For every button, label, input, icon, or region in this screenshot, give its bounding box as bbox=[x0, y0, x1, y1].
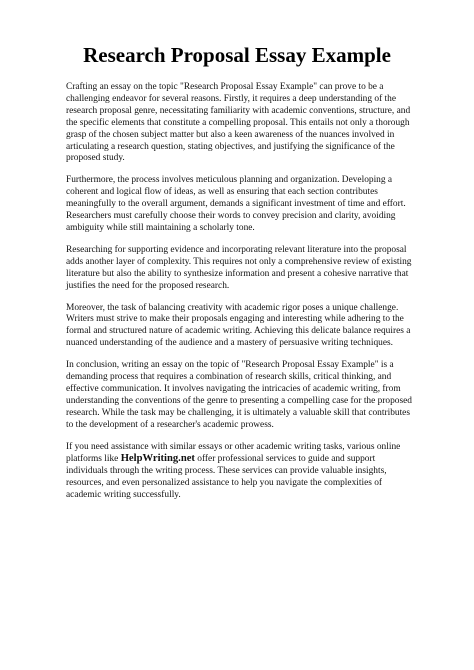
paragraph-planning: Furthermore, the process involves meticulous planning and organization. Developing a coherent and logical flow of ideas, as well as ensuring that each section contributes meaningfully to the overall argument, demands a significant investment of time and effort. Researchers must carefully choose their words to convey precision and clarity, avoiding ambiguity while still maintaining a scholarly tone. bbox=[66, 175, 406, 233]
paragraph-balance: Moreover, the task of balancing creativity with academic rigor poses a unique challenge. Writers must strive to make their proposals engaging and interesting while adhering to the formal and structured nature of academic writing. Achieving this delicate balance requires a nuanced understanding of the audience and a mastery of persuasive writing techniques. bbox=[66, 302, 411, 349]
assistance-text-before: If you need assistance with similar essays or other academic writing tasks, various online platforms like bbox=[66, 441, 401, 465]
brand-link[interactable]: HelpWriting.net bbox=[120, 453, 195, 465]
page-title: Research Proposal Essay Example bbox=[83, 43, 391, 67]
paragraph-conclusion: In conclusion, writing an essay on the topic of "Research Proposal Essay Example" is a demanding process that requires a combination of research skills, critical thinking, and effective communication. It involves navigating the intricacies of academic writing, from understanding the conventions of the genre to presenting a compelling case for the proposed research. While the task may be challenging, it is ultimately a valuable skill that contributes to the development of a researcher's academic prowess. bbox=[66, 360, 412, 430]
paragraph-intro: Crafting an essay on the topic "Research Proposal Essay Example" can prove to be a challenging endeavor for several reasons. Firstly, it requires a deep understanding of the research proposal genre, necessitating familiarity with academic conventions, structure, and the specific elements that constitute a compelling proposal. This entails not only a thorough grasp of the chosen subject matter but also a keen awareness of the nuances involved in articulating a research question, stating objectives, and justifying the significance of the proposed study. bbox=[66, 82, 411, 164]
paragraph-assistance bbox=[66, 442, 414, 503]
paragraph-research: Researching for supporting evidence and incorporating relevant literature into the proposal adds another layer of complexity. This requires not only a comprehensive review of existing literature but also the ability to synthesize information and present a cohesive narrative that justifies the need for the proposed research. bbox=[66, 244, 412, 291]
assistance-text-after: offer professional services to guide and support individuals through the writing process. These services can provide valuable insights, resources, and even personalized assistance to help you navigate the complexities of academic writing successfully. bbox=[66, 454, 387, 501]
document-body bbox=[66, 82, 414, 512]
